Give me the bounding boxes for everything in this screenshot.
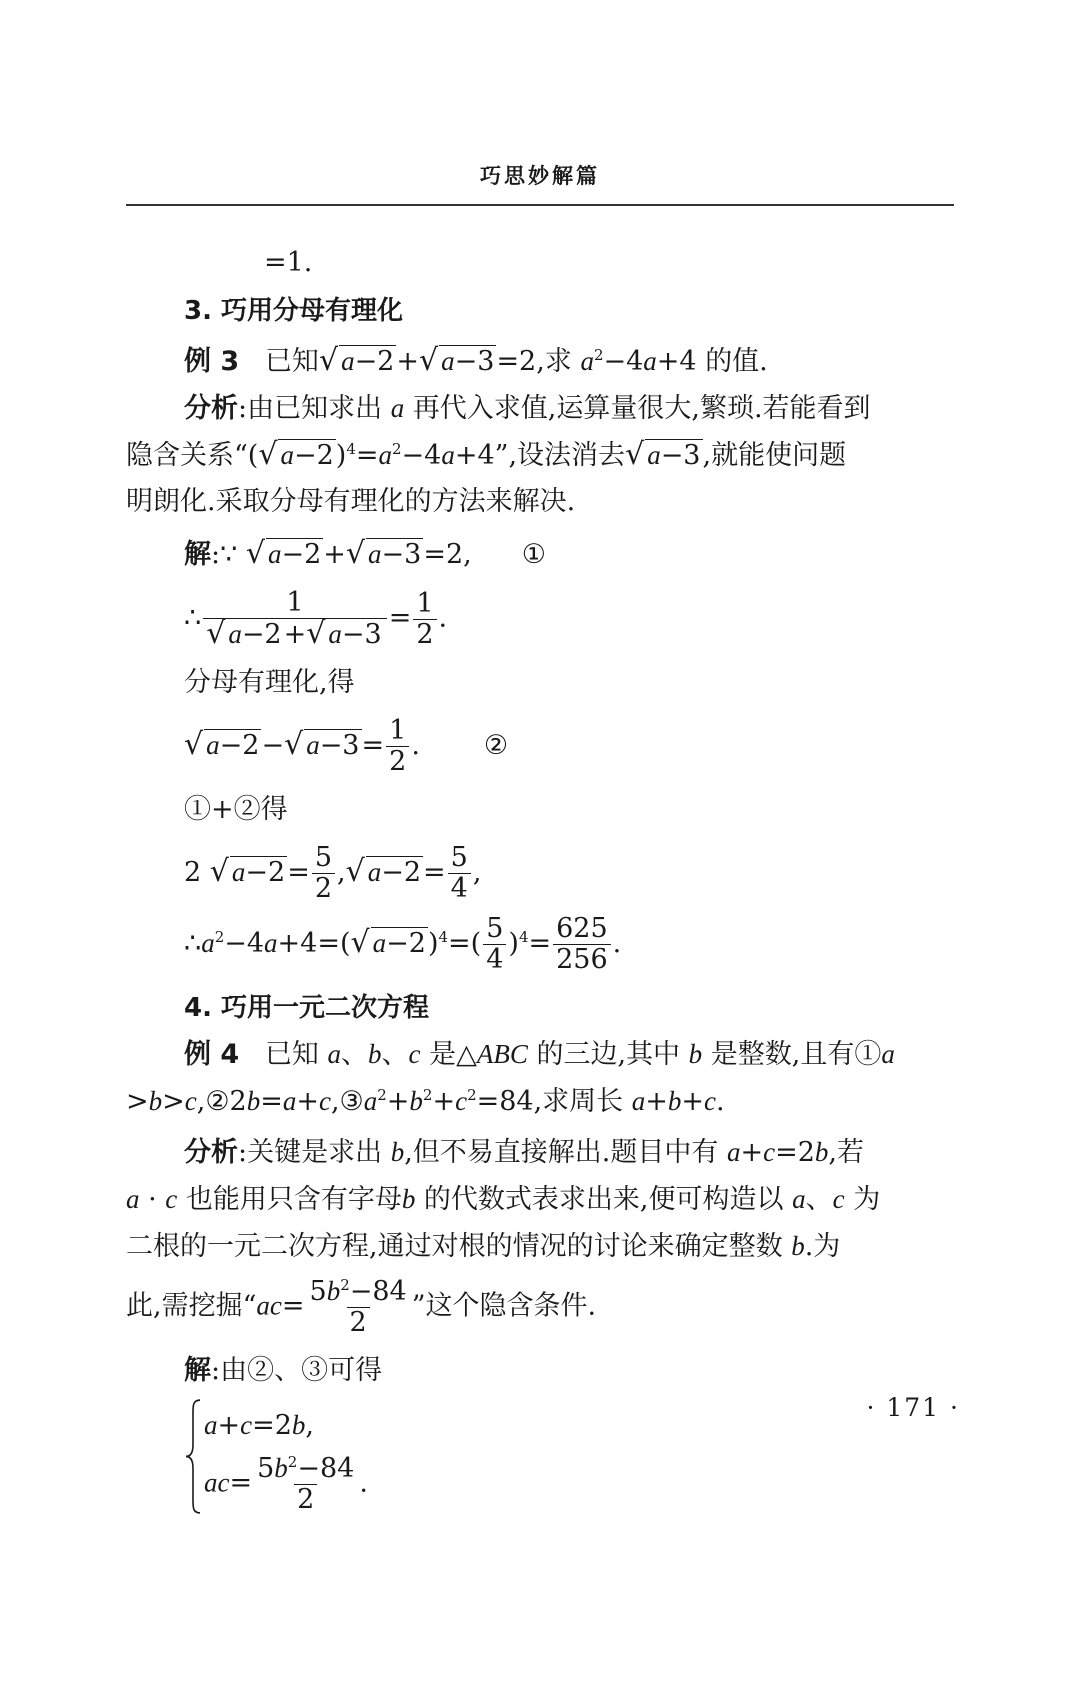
analysis-3-line-1: 分析:由已知求出 a 再代入求值,运算量很大,繁琐.若能看到 (184, 393, 871, 424)
analysis-label: 分析 (184, 1137, 238, 1168)
math-fraction: $\frac{1}{√ a-2+√ a-3}$ (203, 588, 387, 650)
page-number: · 171 · (866, 1393, 960, 1422)
solution-3-line-1: 解:∵ √ a−2+√ a−3=2, ① (126, 531, 954, 578)
math-sqrt: √ a−3 (345, 536, 422, 571)
solution-3-result: $\therefore a^2-4a+4=(√$ a−2)$^4$=( $\frac{5}{4}$ )$^4$= $\frac{625}{256}$ . (184, 913, 622, 975)
math-sqrt: √ a−2 (184, 727, 260, 762)
solution-3-sqrt-value: 2 √ a−2= $\frac{5}{2}$ ,√ a−2= $\frac{5}{4}$ , (184, 842, 482, 904)
header-rule (126, 204, 954, 206)
math-fraction: $\frac{5b^2-84}{2}$ (309, 1276, 407, 1338)
page-body (126, 240, 954, 1515)
analysis-3-line-3: 明朗化.采取分母有理化的方法来解决. (126, 486, 576, 517)
section-heading-4: 4. 巧用一元二次方程 (184, 993, 430, 1023)
math-fraction: $\frac{1}{2}$ (386, 716, 409, 777)
math-sqrt: √ a−2 (350, 925, 426, 960)
analysis-3-line-2: 隐含关系“(√ $a-2)^4=a^2-4a+4$”,设法消去√ a−3,就能使问题 (126, 432, 954, 479)
analysis-4-line-1: 分析:关键是求出 b,但不易直接解出.题目中有 a+c=2b,若 (184, 1137, 864, 1168)
math-sqrt: √ a−2 (345, 854, 422, 889)
solution-4-line-1: 解:由②、③可得 (184, 1355, 383, 1386)
math-sqrt: √ a−2 (245, 536, 322, 571)
example-4-line-2: $>b>c,②2b=a+c,③a^2+b^2+c^2=84$,求周长 a+b+c. (126, 1086, 725, 1117)
solution-3-eq2: √ a−2−√ a−3= $\frac{1}{2}$ . ② (184, 715, 509, 777)
equation-tag: ② (483, 730, 509, 761)
solution-3-step: 分母有理化,得 (184, 667, 355, 698)
math-sqrt: √ a−2 (209, 854, 286, 889)
example-3: 例 3 已知√ a−2+√ a−3=2,求 $a^2-4a+4$ 的值. (126, 338, 954, 385)
solution-3-add: ①+②得 (184, 794, 288, 825)
math-sqrt: √ a−3 (419, 343, 495, 378)
example-label: 例 3 (184, 346, 240, 377)
equation-tag: ① (521, 539, 546, 570)
analysis-4-line-4: 此,需挖掘“ac= $\frac{5b^2-84}{2}$ ”这个隐含条件. (126, 1276, 597, 1338)
solution-3-reciprocal: ∴ $\frac{1}{√ a-2+√ a-3}$ = $\frac{1}{2}$ . (184, 587, 448, 651)
math-fraction: $\frac{5}{4}$ (448, 843, 471, 904)
system-eq-2: ac= $\frac{5b^2-84}{2}$ . (204, 1453, 368, 1515)
math-fraction: $\frac{625}{256}$ (553, 914, 611, 975)
math-sqrt: √ a−3 (625, 437, 701, 472)
solution-label: 解 (184, 539, 211, 570)
math-sqrt: √ a−2 (258, 437, 334, 472)
math-fraction: $\frac{5}{2}$ (312, 843, 335, 904)
analysis-4-line-2: a · c 也能用只含有字母b 的代数式表求出来,便可构造以 a、c 为 (126, 1184, 881, 1215)
example-label: 例 4 (184, 1039, 240, 1070)
section-heading-3: 3. 巧用分母有理化 (184, 296, 404, 326)
math-fraction: $\frac{5}{4}$ (483, 914, 506, 975)
analysis-4-line-3: 二根的一元二次方程,通过对根的情况的讨论来确定整数 b.为 (126, 1231, 841, 1262)
analysis-label: 分析 (184, 393, 238, 424)
running-head: 巧思妙解篇 (480, 163, 600, 188)
math-sqrt: √ a−2 (318, 343, 395, 378)
solution-label: 解 (184, 1355, 211, 1386)
continuation-line: =1. (264, 247, 313, 278)
math-fraction: $\frac{5b^2-84}{2}$ (257, 1453, 355, 1515)
math-fraction: $\frac{1}{2}$ (413, 589, 436, 650)
example-4-line-1: 例 4 已知 a、b、c 是△ABC 的三边,其中 b 是整数,且有①a (184, 1039, 895, 1070)
system-eq-1: a+c=2b, (204, 1410, 315, 1441)
math-sqrt: √ a−3 (284, 727, 360, 762)
